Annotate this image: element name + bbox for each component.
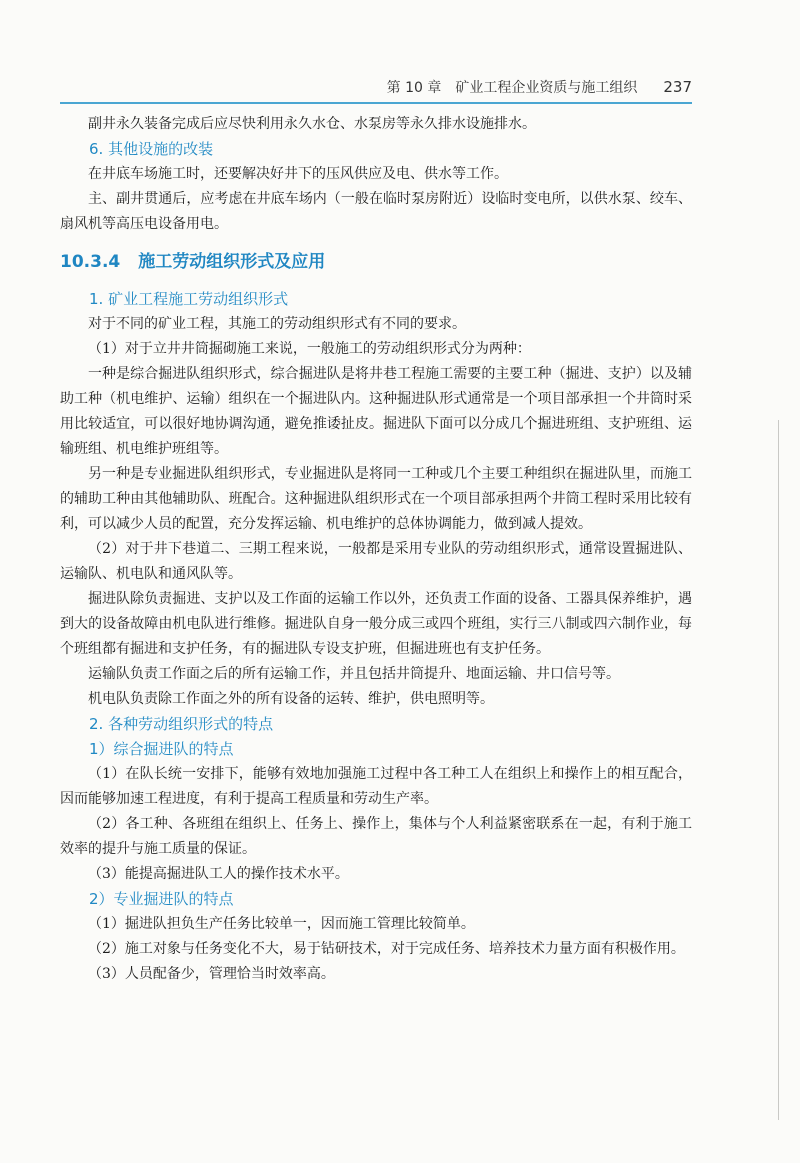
paragraph: 运输队负责工作面之后的所有运输工作，并且包括井筒提升、地面运输、井口信号等。 (88, 666, 620, 682)
paragraph: （3）人员配备少，管理恰当时效率高。 (88, 966, 335, 982)
subsection-heading: 2. 各种劳动组织形式的特点 (89, 715, 274, 733)
paragraph: 对于不同的矿业工程，其施工的劳动组织形式有不同的要求。 (88, 316, 466, 332)
paragraph: 掘进队除负责掘进、支护以及工作面的运输工作以外，还负责工作面的设备、工器具保养维护，遇到大的设备故障由机电队进行维修。掘进队自身一般分成三或四个班组，实行三八制或四六制作业，每个班组都有掘进和支护任务，有的掘进队专设支护班，但掘进班也有支护任务。 (60, 591, 692, 657)
paragraph: （1）对于立井井筒掘砌施工来说，一般施工的劳动组织形式分为两种： (88, 341, 531, 357)
page-number: 237 (663, 78, 692, 96)
paragraph: （3）能提高掘进队工人的操作技术水平。 (88, 866, 349, 882)
paragraph: 一种是综合掘进队组织形式，综合掘进队是将井巷工程施工需要的主要工种（掘进、支护）以及辅助工种（机电维护、运输）组织在一个掘进队内。这种掘进队形式通常是一个项目部承担一个井筒时采用比较适宜，可以很好地协调沟通，避免推诿扯皮。掘进队下面可以分成几个掘进班组、支护班组、运输班组、机电维护班组等。 (60, 366, 692, 457)
paragraph: （2）对于井下巷道二、三期工程来说，一般都是采用专业队的劳动组织形式，通常设置掘进队、运输队、机电队和通风队等。 (60, 541, 692, 582)
paragraph: （2）各工种、各班组在组织上、任务上、操作上，集体与个人利益紧密联系在一起，有利于施工效率的提升与施工质量的保证。 (60, 816, 692, 857)
section-heading (60, 237, 692, 287)
paragraph: 在井底车场施工时，还要解决好井下的压风供应及电、供水等工作。 (88, 166, 508, 182)
paragraph: （2）施工对象与任务变化不大，易于钻研技术，对于完成任务、培养技术力量方面有积极作用。 (88, 941, 685, 957)
paragraph: 副井永久装备完成后应尽快利用永久水仓、水泵房等永久排水设施排水。 (88, 116, 536, 132)
subsection-heading: 6. 其他设施的改装 (89, 140, 214, 158)
paragraph: 机电队负责除工作面之外的所有设备的运转、维护，供电照明等。 (88, 691, 494, 707)
section-title: 施工劳动组织形式及应用 (138, 252, 326, 272)
section-number: 10.3.4 (60, 252, 121, 272)
subsection-heading: 2）专业掘进队的特点 (89, 890, 234, 908)
paragraph: 主、副井贯通后，应考虑在井底车场内（一般在临时泵房附近）设临时变电所，以供水泵、绞车、扇风机等高压电设备用电。 (60, 191, 692, 232)
paragraph: 另一种是专业掘进队组织形式，专业掘进队是将同一工种或几个主要工种组织在掘进队里，而施工的辅助工种由其他辅助队、班配合。这种掘进队组织形式在一个项目部承担两个井筒工程时采用比较有利，可以减少人员的配置，充分发挥运输、机电维护的总体协调能力，做到减人提效。 (60, 466, 692, 532)
page-edge-line (778, 420, 779, 1120)
chapter-title: 第 10 章 矿业工程企业资质与施工组织 (386, 80, 638, 96)
paragraph: （1）掘进队担负生产任务比较单一，因而施工管理比较简单。 (88, 916, 475, 932)
subsection-heading: 1. 矿业工程施工劳动组织形式 (89, 290, 289, 308)
subsection-heading: 1）综合掘进队的特点 (89, 740, 234, 758)
page-header (60, 72, 692, 104)
paragraph: （1）在队长统一安排下，能够有效地加强施工过程中各工种工人在组织上和操作上的相互配合，因而能够加速工程进度，有利于提高工程质量和劳动生产率。 (60, 766, 692, 807)
page-body (60, 112, 692, 987)
